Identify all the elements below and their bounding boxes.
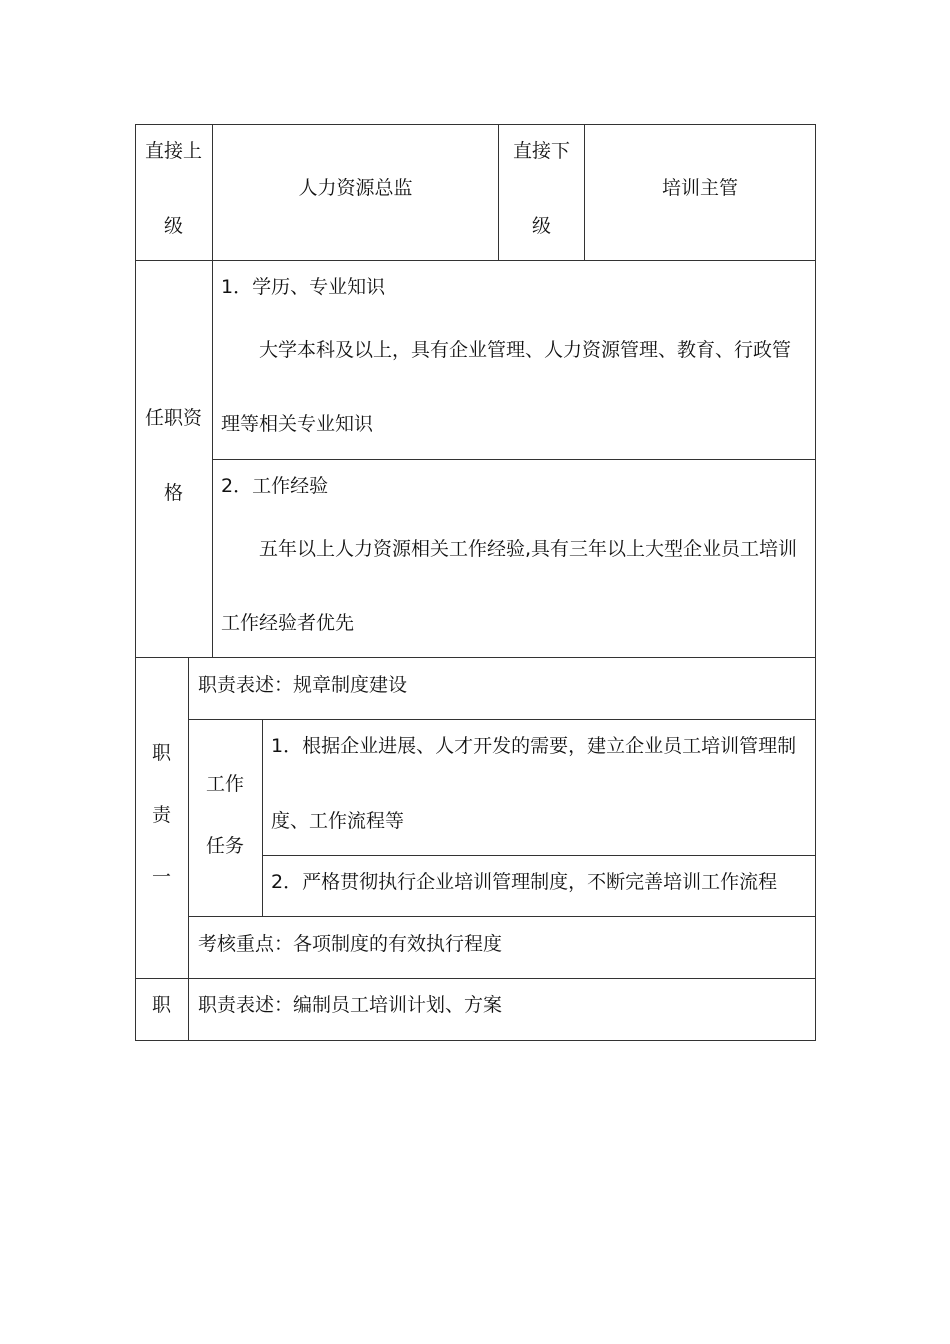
task2: 2．严格贯彻执行企业培训管理制度，不断完善培训工作流程 <box>271 871 778 893</box>
task1-line2: 度、工作流程等 <box>271 810 405 832</box>
duty1-assessment: 考核重点：各项制度的有效执行程度 <box>198 933 503 955</box>
experience-title: 2．工作经验 <box>221 475 329 497</box>
tasks-label-line1: 工作 <box>206 773 245 795</box>
tasks-label-line2: 任务 <box>206 835 245 857</box>
superior-label-line1: 直接上 <box>145 140 203 162</box>
duty1-label-line1: 职 <box>152 742 172 764</box>
education-title: 1．学历、专业知识 <box>221 276 386 298</box>
duty2-description: 职责表述：编制员工培训计划、方案 <box>198 994 503 1016</box>
superior-value: 人力资源总监 <box>298 177 413 199</box>
duty1-label-line2: 责 <box>152 804 172 826</box>
experience-line2: 工作经验者优先 <box>221 612 355 634</box>
subordinate-value: 培训主管 <box>661 177 738 199</box>
subordinate-label-line2: 级 <box>532 215 552 237</box>
duty1-description: 职责表述：规章制度建设 <box>198 674 408 696</box>
task1-line1: 1．根据企业进展、人才开发的需要，建立企业员工培训管理制 <box>271 735 797 757</box>
education-line2: 理等相关专业知识 <box>221 413 374 435</box>
qualifications-label-line1: 任职资 <box>145 407 203 429</box>
subordinate-label-line1: 直接下 <box>513 140 571 162</box>
duty1-label-line3: 一 <box>152 866 172 888</box>
duty2-label: 职 <box>152 994 172 1016</box>
qualifications-label-line2: 格 <box>164 482 184 504</box>
experience-line1: 五年以上人力资源相关工作经验,具有三年以上大型企业员工培训 <box>259 538 798 560</box>
education-line1: 大学本科及以上，具有企业管理、人力资源管理、教育、行政管 <box>259 339 792 361</box>
superior-label-line2: 级 <box>164 215 184 237</box>
